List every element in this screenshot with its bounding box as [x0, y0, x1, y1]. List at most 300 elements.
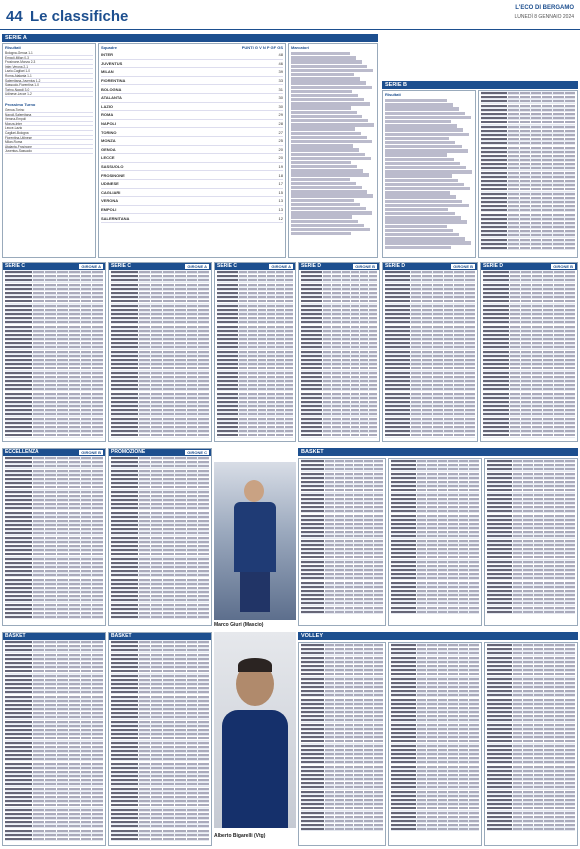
row-cell [335, 527, 344, 529]
row-cell [523, 477, 533, 479]
row-cell [422, 288, 432, 290]
row-name [483, 338, 509, 340]
row-cell [198, 380, 209, 382]
row-cell [351, 292, 359, 294]
row-cell [335, 523, 344, 525]
row-cell [57, 372, 68, 374]
row-cell [198, 334, 209, 336]
row-cell [542, 201, 552, 203]
row-name [301, 489, 324, 491]
row-cell [554, 334, 564, 336]
row-cell [520, 226, 530, 228]
row-cell [57, 465, 68, 467]
row-cell [459, 519, 469, 521]
row-cell [33, 532, 44, 534]
row-cell [345, 515, 354, 517]
row-cell [69, 474, 80, 476]
team-name: MILAN [101, 69, 114, 75]
row-cell [565, 388, 575, 390]
row-cell [531, 163, 541, 165]
row-cell [555, 494, 565, 496]
row-cell [565, 197, 575, 199]
row-name [391, 565, 416, 567]
row-cell [139, 809, 150, 811]
row-cell [565, 380, 575, 382]
team-points: 13 [278, 206, 283, 212]
row-name [481, 226, 507, 228]
row-cell [323, 363, 331, 365]
row-name [111, 608, 138, 610]
row-name [481, 239, 507, 241]
row-cell [187, 725, 198, 727]
row-cell [555, 535, 565, 537]
row-name [487, 594, 512, 596]
row-cell [448, 519, 458, 521]
row-cell [417, 544, 427, 546]
row-cell [521, 300, 531, 302]
row-cell [325, 515, 334, 517]
row-cell [417, 552, 427, 554]
row-name [5, 507, 32, 509]
row-cell [520, 130, 530, 132]
row-cell [544, 477, 554, 479]
row-cell [57, 430, 68, 432]
row-cell [69, 779, 80, 781]
team-points: 30 [278, 103, 283, 109]
row-cell [198, 300, 209, 302]
row-name [481, 230, 507, 232]
row-cell [163, 742, 174, 744]
row-name [5, 729, 32, 731]
row-cell [69, 666, 80, 668]
row-cell [239, 271, 247, 273]
row-name [481, 222, 507, 224]
team-points: 46 [278, 60, 283, 66]
row-name [111, 351, 138, 353]
row-cell [417, 515, 427, 517]
row-cell [187, 574, 198, 576]
team-name: ROMA [101, 112, 114, 118]
row-cell [354, 678, 363, 680]
row-cell [532, 413, 542, 415]
row-cell [520, 180, 530, 182]
row-name [111, 712, 138, 714]
row-cell [276, 338, 284, 340]
row-cell [565, 565, 575, 567]
row-cell [508, 214, 518, 216]
row-cell [92, 788, 103, 790]
row-cell [198, 608, 209, 610]
row-cell [364, 682, 373, 684]
row-cell [92, 742, 103, 744]
row-cell [151, 309, 162, 311]
standings-title: Squadre [101, 45, 118, 50]
row-cell [508, 172, 518, 174]
row-cell [543, 317, 553, 319]
row-cell [544, 556, 554, 558]
row-cell [565, 176, 575, 178]
row-cell [198, 271, 209, 273]
row-cell [198, 779, 209, 781]
row-cell [469, 519, 479, 521]
row-cell [175, 397, 186, 399]
row-cell [187, 675, 198, 677]
row-cell [57, 746, 68, 748]
row-cell [187, 670, 198, 672]
row-cell [417, 494, 427, 496]
row-cell [510, 393, 520, 395]
row-cell [139, 796, 150, 798]
row-cell [508, 113, 518, 115]
row-name [483, 305, 509, 307]
row-cell [360, 413, 368, 415]
row-cell [323, 275, 331, 277]
row-cell [33, 545, 44, 547]
row-cell [422, 326, 432, 328]
row-cell [33, 758, 44, 760]
row-cell [448, 561, 458, 563]
row-cell [374, 510, 383, 512]
row-cell [151, 587, 162, 589]
row-cell [374, 652, 383, 654]
row-cell [151, 608, 162, 610]
row-cell [45, 604, 56, 606]
row-name [111, 721, 138, 723]
row-cell [332, 309, 340, 311]
row-cell [248, 384, 256, 386]
row-cell [187, 430, 198, 432]
row-name [487, 552, 512, 554]
row-cell [163, 549, 174, 551]
row-cell [92, 409, 103, 411]
row-cell [555, 573, 565, 575]
row-cell [45, 422, 56, 424]
row-name [481, 126, 507, 128]
row-cell [459, 489, 469, 491]
row-cell [444, 376, 454, 378]
row-cell [163, 330, 174, 332]
row-cell [510, 418, 520, 420]
row-cell [543, 388, 553, 390]
row-cell [555, 527, 565, 529]
row-name [301, 430, 322, 432]
row-cell [57, 641, 68, 643]
row-cell [258, 363, 266, 365]
row-cell [92, 393, 103, 395]
row-name [5, 338, 32, 340]
row-cell [163, 326, 174, 328]
row-cell [374, 569, 383, 571]
row-cell [198, 499, 209, 501]
row-cell [369, 271, 377, 273]
row-cell [553, 92, 563, 94]
row-cell [239, 279, 247, 281]
row-cell [198, 520, 209, 522]
row-cell [335, 757, 344, 759]
row-name [217, 275, 238, 277]
row-cell [335, 498, 344, 500]
row-cell [325, 682, 334, 684]
team-name: VERONA [101, 198, 119, 204]
row-cell [187, 359, 198, 361]
row-cell [92, 649, 103, 651]
row-cell [69, 409, 80, 411]
row-cell [360, 426, 368, 428]
row-cell [325, 611, 334, 613]
row-cell [45, 595, 56, 597]
row-cell [69, 413, 80, 415]
row-cell [345, 594, 354, 596]
row-cell [342, 309, 350, 311]
marcatori-title: Marcatori [291, 45, 310, 50]
row-cell [369, 359, 377, 361]
table-row [101, 206, 283, 215]
serie-c-box-3 [214, 262, 296, 442]
row-cell [151, 288, 162, 290]
row-name [5, 537, 32, 539]
row-cell [553, 247, 563, 249]
row-cell [521, 434, 531, 436]
row-cell [364, 515, 373, 517]
row-cell [239, 284, 247, 286]
row-name [301, 582, 324, 584]
row-name [5, 838, 32, 840]
row-name [217, 279, 238, 281]
row-cell [198, 528, 209, 530]
table [485, 459, 577, 614]
team-name: ATALANTA [101, 95, 122, 101]
row-cell [427, 586, 437, 588]
row-cell [81, 507, 92, 509]
serie-d-label-2: SERIE D [385, 263, 406, 269]
row-cell [459, 502, 469, 504]
row-cell [565, 209, 575, 211]
row-cell [92, 461, 103, 463]
row-name [5, 574, 32, 576]
row-cell [531, 234, 541, 236]
row-cell [444, 359, 454, 361]
row-cell [374, 477, 383, 479]
row-cell [532, 359, 542, 361]
section-volley: VOLLEY [298, 632, 578, 640]
row-cell [534, 552, 544, 554]
row-cell [544, 498, 554, 500]
row-cell [520, 201, 530, 203]
row-cell [438, 473, 448, 475]
row-cell [438, 523, 448, 525]
row-cell [469, 548, 479, 550]
row-cell [187, 834, 198, 836]
row-cell [187, 779, 198, 781]
row-cell [544, 506, 554, 508]
row-cell [175, 338, 186, 340]
row-cell [354, 602, 363, 604]
row-cell [369, 393, 377, 395]
row-cell [175, 771, 186, 773]
row-cell [92, 804, 103, 806]
row-cell [543, 434, 553, 436]
row-name [391, 590, 416, 592]
row-cell [187, 712, 198, 714]
text-line [385, 170, 472, 173]
row-cell [427, 582, 437, 584]
row-cell [335, 607, 344, 609]
table [299, 459, 385, 614]
row-cell [57, 367, 68, 369]
row-cell [544, 582, 554, 584]
row-cell [175, 355, 186, 357]
row-cell [163, 700, 174, 702]
row-cell [523, 548, 533, 550]
row-cell [369, 418, 377, 420]
row-cell [342, 401, 350, 403]
row-cell [139, 779, 150, 781]
row-cell [513, 577, 523, 579]
row-cell [323, 296, 331, 298]
row-cell [427, 544, 437, 546]
row-cell [33, 541, 44, 543]
row-cell [175, 537, 186, 539]
row-cell [508, 121, 518, 123]
row-cell [69, 346, 80, 348]
row-cell [175, 750, 186, 752]
row-cell [198, 346, 209, 348]
row-cell [360, 363, 368, 365]
row-cell [520, 147, 530, 149]
row-cell [139, 754, 150, 756]
row-cell [151, 372, 162, 374]
row-cell [92, 326, 103, 328]
row-cell [285, 334, 293, 336]
row-cell [258, 355, 266, 357]
row-cell [69, 279, 80, 281]
row-cell [374, 657, 383, 659]
row-cell [175, 376, 186, 378]
row-cell [459, 586, 469, 588]
row-name [301, 669, 324, 671]
row-cell [554, 309, 564, 311]
row-cell [258, 426, 266, 428]
row-cell [33, 666, 44, 668]
row-cell [57, 834, 68, 836]
row-cell [92, 579, 103, 581]
row-cell [543, 401, 553, 403]
row-cell [427, 510, 437, 512]
row-cell [553, 147, 563, 149]
row-cell [187, 300, 198, 302]
row-cell [411, 313, 421, 315]
row-cell [323, 346, 331, 348]
row-cell [542, 163, 552, 165]
row-cell [369, 355, 377, 357]
row-cell [531, 205, 541, 207]
row-cell [360, 380, 368, 382]
row-cell [69, 645, 80, 647]
row-cell [438, 519, 448, 521]
row-cell [534, 590, 544, 592]
row-cell [198, 524, 209, 526]
row-cell [198, 687, 209, 689]
row-cell [345, 506, 354, 508]
row-cell [544, 573, 554, 575]
row-cell [81, 321, 92, 323]
row-cell [323, 359, 331, 361]
row-name [111, 380, 138, 382]
row-cell [544, 548, 554, 550]
row-cell [459, 473, 469, 475]
row-cell [163, 405, 174, 407]
row-cell [448, 464, 458, 466]
row-name [483, 271, 509, 273]
row-cell [553, 197, 563, 199]
row-cell [45, 384, 56, 386]
row-cell [448, 586, 458, 588]
row-cell [351, 376, 359, 378]
row-cell [69, 355, 80, 357]
row-name [487, 590, 512, 592]
row-cell [198, 796, 209, 798]
serie-d-girone-1: GIRONE B [355, 264, 375, 269]
row-name [487, 535, 512, 537]
row-cell [151, 338, 162, 340]
row-cell [239, 330, 247, 332]
row-cell [427, 540, 437, 542]
row-cell [81, 742, 92, 744]
row-cell [374, 602, 383, 604]
row-cell [544, 561, 554, 563]
row-cell [448, 460, 458, 462]
row-cell [163, 587, 174, 589]
row-cell [454, 359, 464, 361]
row-cell [33, 292, 44, 294]
row-cell [335, 573, 344, 575]
row-cell [374, 694, 383, 696]
row-cell [459, 494, 469, 496]
row-cell [81, 825, 92, 827]
text-line [291, 102, 370, 105]
row-cell [33, 384, 44, 386]
list-item: Frosinone-Monza 2-3 [5, 60, 93, 65]
row-cell [276, 376, 284, 378]
row-cell [163, 409, 174, 411]
row-cell [459, 561, 469, 563]
row-cell [69, 608, 80, 610]
row-cell [248, 397, 256, 399]
row-cell [258, 271, 266, 273]
row-name [5, 654, 32, 656]
row-cell [69, 405, 80, 407]
row-cell [175, 574, 186, 576]
row-cell [360, 372, 368, 374]
row-cell [285, 284, 293, 286]
row-cell [81, 524, 92, 526]
row-cell [45, 305, 56, 307]
row-cell [267, 422, 275, 424]
row-cell [187, 465, 198, 467]
row-cell [565, 305, 575, 307]
page-title: Le classifiche [30, 8, 129, 25]
row-cell [465, 397, 475, 399]
row-cell [520, 151, 530, 153]
row-name [111, 359, 138, 361]
row-cell [45, 721, 56, 723]
row-cell [187, 775, 198, 777]
row-cell [81, 363, 92, 365]
row-cell [374, 548, 383, 550]
table [481, 270, 577, 438]
row-cell [360, 275, 368, 277]
table-row [101, 171, 283, 180]
